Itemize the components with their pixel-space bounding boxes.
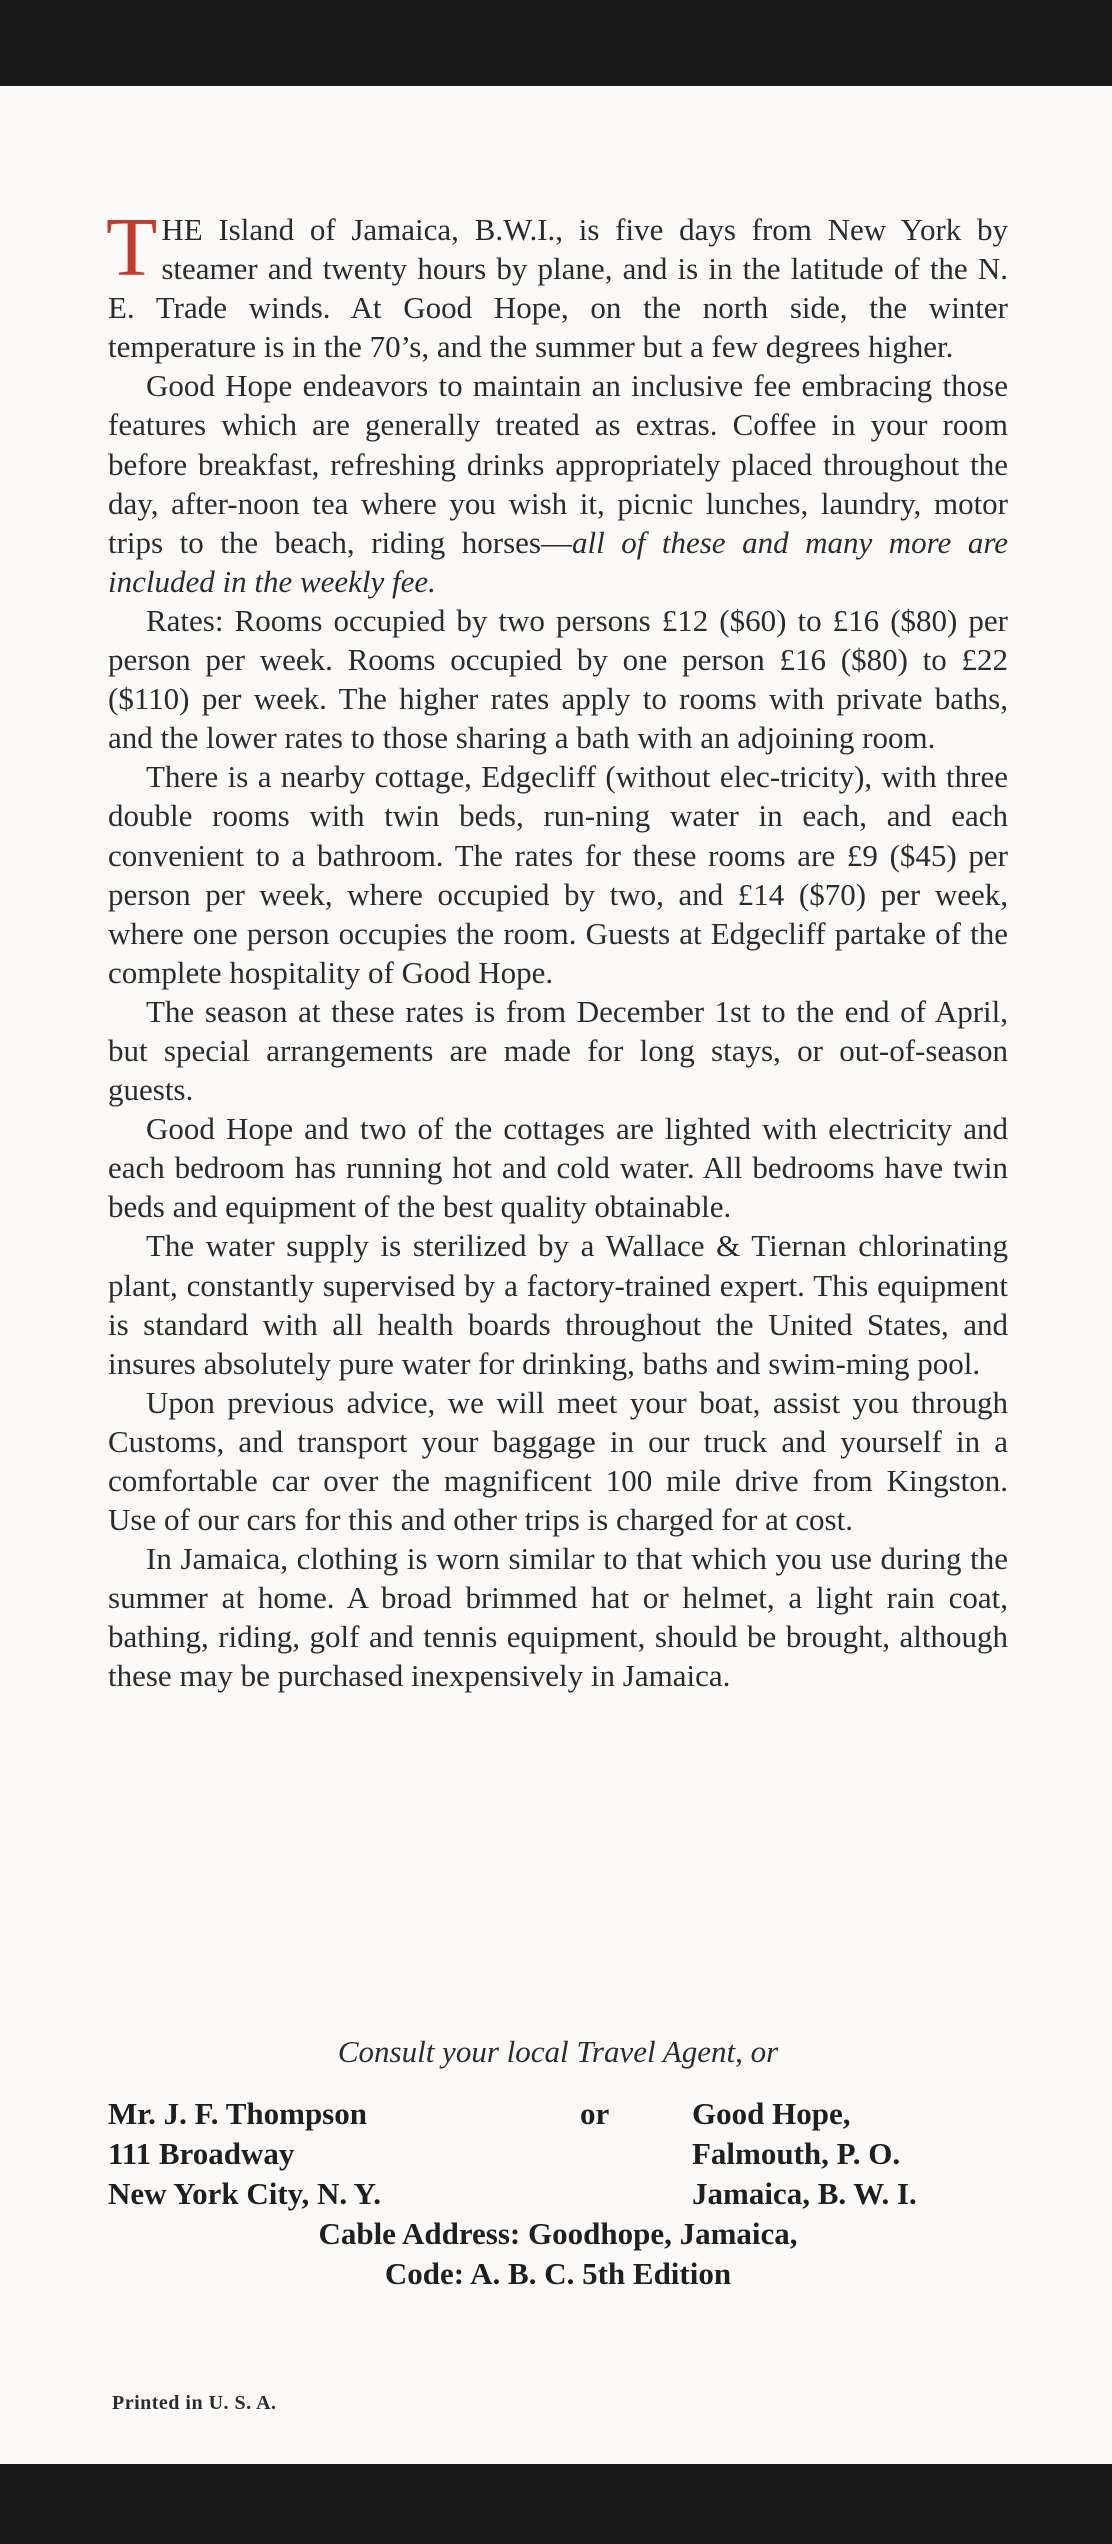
paragraph-italic-text: all of these and many more are included in the weekly fee.	[108, 524, 1008, 599]
paragraph-text: HE Island of Jamaica, B.W.I., is five days from New York by steamer and twenty hours by plane, and is in the latitude of the N. E. Trade winds. At Good Hope, on the north side, the winter temperature is in the 70’s, and the summer but a few degrees higher.	[108, 212, 1008, 365]
paragraph-8: Upon previous advice, we will meet your boat, assist you through Customs, and transport your baggage in our truck and yourself in a comfortable car over the magnificent 100 mile drive from Kingston. Use of our cars for this and other trips is charged for at cost.	[108, 1384, 1008, 1538]
paragraph-2	[108, 366, 1008, 601]
brochure-page	[0, 86, 1112, 2464]
consult-line: Consult your local Travel Agent, or	[337, 2034, 779, 2069]
paragraph-6: Good Hope and two of the cottages are lighted with electricity and each bedroom has running hot and cold water. All bedrooms have twin beds and equipment of the best quality obtainable.	[108, 1111, 1008, 1225]
cable-address-line: Cable Address: Goodhope, Jamaica,	[318, 2216, 798, 2251]
printed-in-usa: Printed in U. S. A.	[112, 2392, 277, 2414]
paragraph-text: Good Hope endeavors to maintain an inclusive fee embracing those features which are generally treated as extras. Coffee in your room before breakfast, refreshing drinks appropriately placed throughout the day, after-noon tea where you wish it, picnic lunches, laundry, motor trips to the beach, riding horses—	[108, 368, 1008, 560]
paragraph-1	[106, 201, 1008, 366]
contact-or: or	[580, 2096, 610, 2131]
contact-street: 111 Broadway	[108, 2136, 295, 2171]
paragraph-3: Rates: Rooms occupied by two persons £12 ($60) to £16 ($80) per person per week. Rooms occupied by one person £16 ($80) to £22 ($110) per week. The higher rates apply to rooms with private baths, and the lower rates to those sharing a bath with an adjoining room.	[108, 602, 1008, 756]
contact-country: Jamaica, B. W. I.	[692, 2176, 917, 2211]
top-border	[0, 0, 1112, 86]
paragraph-5: The season at these rates is from December 1st to the end of April, but special arrangements are made for long stays, or out-of-season guests.	[108, 993, 1008, 1108]
paragraph-9: In Jamaica, clothing is worn similar to that which you use during the summer at home. A broad brimmed hat or helmet, a light rain coat, bathing, riding, golf and tennis equipment, should be brought, although these may be purchased inexpensively in Jamaica.	[108, 1541, 1008, 1694]
cable-address	[108, 2214, 1008, 2294]
contact-post-office: Falmouth, P. O.	[692, 2136, 901, 2171]
cable-code-line: Code: A. B. C. 5th Edition	[384, 2256, 732, 2291]
contact-jamaica	[692, 2094, 917, 2214]
contact-new-york	[108, 2094, 381, 2214]
paragraph-7: The water supply is sterilized by a Wallace & Tiernan chlorinating plant, constantly supervised by a factory-trained expert. This equipment is standard with all health boards throughout the United States, and insures absolutely pure water for drinking, baths and swim-ming pool.	[108, 1228, 1008, 1381]
contact-city: New York City, N. Y.	[108, 2176, 381, 2211]
contact-name: Good Hope,	[692, 2096, 851, 2131]
bottom-border	[0, 2464, 1112, 2544]
drop-cap: T	[106, 201, 158, 294]
contact-name: Mr. J. F. Thompson	[108, 2096, 367, 2131]
body-text	[106, 201, 1008, 1696]
paragraph-4: There is a nearby cottage, Edgecliff (without elec-tricity), with three double rooms with twin beds, run-ning water in each, and each convenient to a bathroom. The rates for these rooms are £9 ($45) per person per week, where occupied by two, and £14 ($70) per week, where one person occupies the room. Guests at Edgecliff partake of the complete hospitality of Good Hope.	[108, 759, 1008, 990]
